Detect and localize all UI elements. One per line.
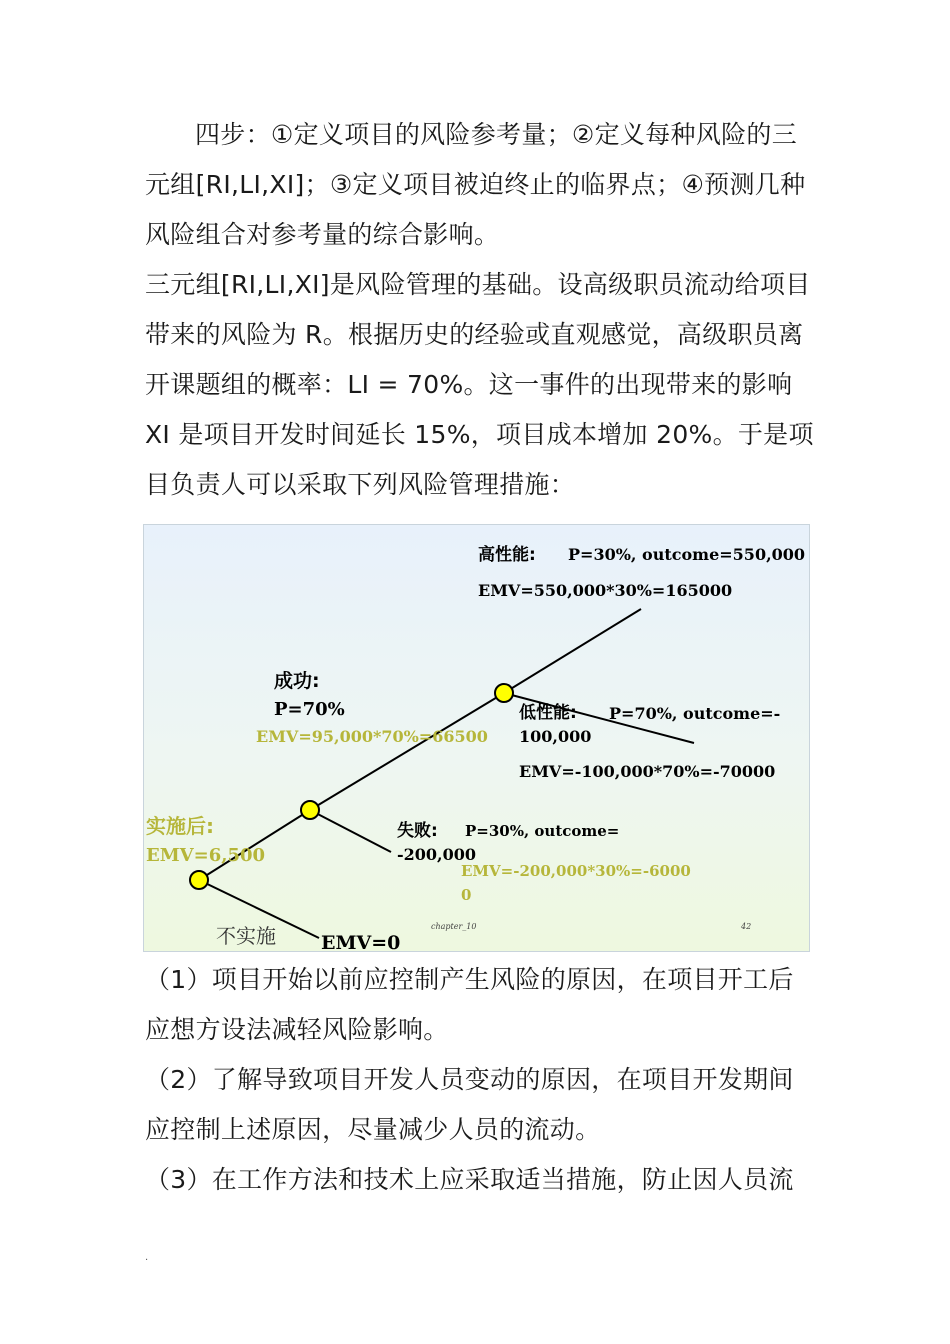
label-fail-detail: P=30%, outcome= — [465, 822, 620, 840]
label-low-detail: P=70%, outcome=- — [609, 704, 781, 723]
label-success-emv: EMV=95,000*70%=66500 — [256, 727, 488, 746]
paragraph-measure-1: （1）项目开始以前应控制产生风险的原因，在项目开工后应想方设法减轻风险影响。 — [145, 965, 794, 1044]
label-success-p: P=70% — [274, 699, 345, 720]
paragraph-triple: 三元组[RI,LI,XI]是风险管理的基础。设高级职员流动给项目带来的风险为 R。根据历史的经验或直观感觉，高级职员离开课题组的概率：LI = 70%。这一事件的出现带来的影响 XI 是项目开发时间延长 15%，项目成本增加 20%。于是项目负责人可以采取下列风险管理措施： — [145, 270, 814, 499]
label-high-title: 高性能: — [478, 545, 536, 565]
branch-high-performance — [504, 609, 641, 693]
label-not-implement: 不实施 — [216, 924, 276, 948]
slide-footer-page: 42 — [741, 922, 752, 931]
decision-node-root — [190, 871, 208, 889]
label-after-emv: EMV=6,500 — [146, 845, 266, 866]
label-high-emv: EMV=550,000*30%=165000 — [478, 581, 733, 600]
paragraph-steps: 四步：①定义项目的风险参考量；②定义每种风险的三元组[RI,LI,XI]；③定义项目被迫终止的临界点；④预测几种风险组合对参考量的综合影响。 — [145, 120, 806, 249]
chance-node-success — [495, 684, 513, 702]
decision-tree-figure — [143, 524, 810, 952]
label-after-title: 实施后: — [146, 814, 214, 838]
decision-tree-svg — [144, 525, 809, 951]
paragraph-measure-3: （3）在工作方法和技术上应采取适当措施，防止因人员流 — [145, 1165, 794, 1194]
page-footer-dot: . — [145, 1252, 149, 1263]
label-low-title: 低性能: — [519, 703, 577, 723]
label-low-emv: EMV=-100,000*70%=-70000 — [519, 762, 776, 781]
branch-failure — [310, 810, 391, 852]
label-fail-emv: EMV=-200,000*30%=-6000 — [461, 862, 691, 880]
paragraph-measure-2: （2）了解导致项目开发人员变动的原因，在项目开发期间应控制上述原因，尽量减少人员的流动。 — [145, 1065, 794, 1144]
label-fail-title: 失败: — [397, 821, 438, 841]
label-success-title: 成功: — [274, 670, 320, 692]
label-low-detail-2: 100,000 — [519, 727, 592, 746]
chance-node-implement — [301, 801, 319, 819]
label-not-emv: EMV=0 — [321, 932, 401, 951]
label-fail-detail-2: -200,000 — [397, 845, 477, 864]
label-high-detail: P=30%, outcome=550,000 — [568, 545, 806, 564]
label-fail-emv-2: 0 — [461, 886, 472, 904]
slide-footer-chapter: chapter_10 — [431, 922, 477, 931]
